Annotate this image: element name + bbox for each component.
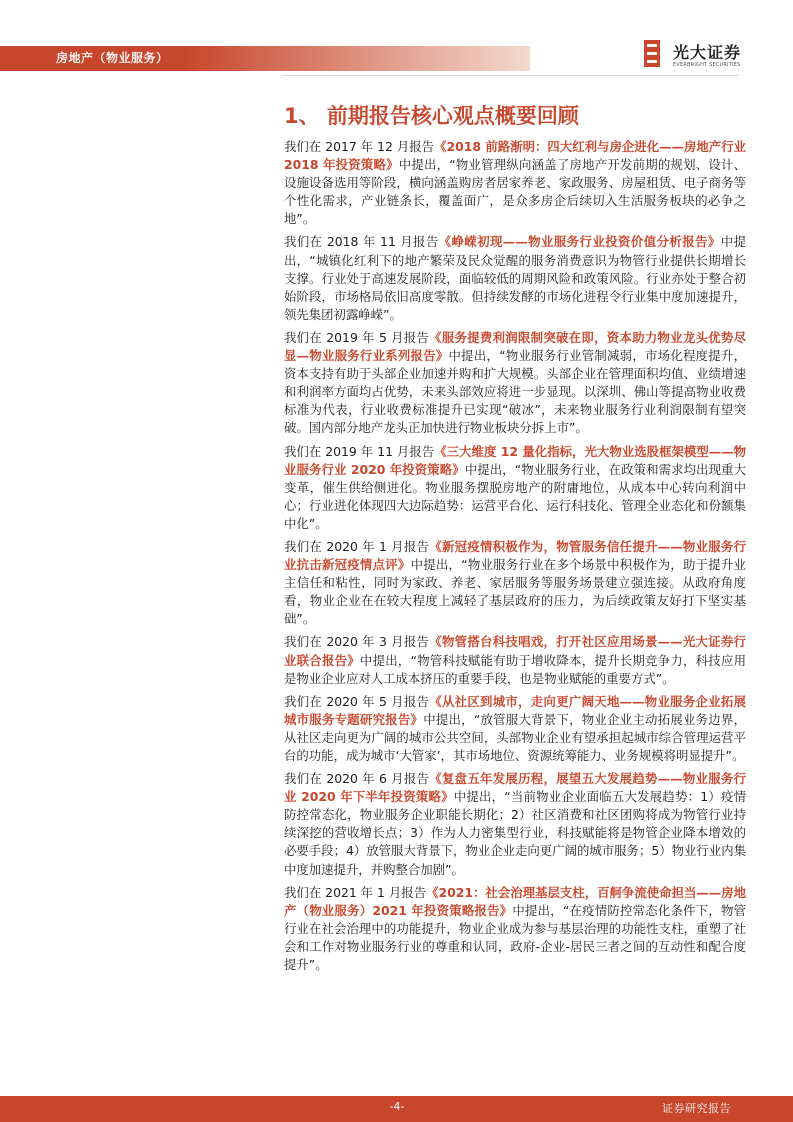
paragraph-lead: 我们在 2019 年 5 月报告 bbox=[284, 329, 430, 345]
summary-paragraph bbox=[284, 443, 746, 533]
report-title: 《复盘五年发展历程，展望五大发展趋势——物业服务行业 2020 年下半年投资策略》 bbox=[284, 771, 747, 805]
paragraph-body: 中提出，“物业服务行业，在政策和需求均出现重大变革，催生供给侧进化。物业服务摆脱房地产的附庸地位，从成本中心转向利润中心；行业进化体现四大边际趋势：运营平台化、运行科技化、管理全业态化和份额集中化”。 bbox=[284, 461, 746, 531]
summary-paragraph bbox=[284, 693, 746, 765]
paragraph-lead: 我们在 2020 年 6 月报告 bbox=[284, 771, 430, 787]
report-title: 《2018 前路渐明：四大红利与房企进化——房地产行业 2018 年投资策略》 bbox=[284, 139, 746, 173]
paragraph-body: 中提出，“放管服大背景下，物业企业主动拓展业务边界，从社区走向更为广阔的城市公共空间，头部物业企业有望承担起城市综合管理运营平台的功能，成为城市‘大管家’，其市场地位、资源统筹能力、业务规模将明显提升”。 bbox=[284, 711, 747, 763]
paragraph-lead: 我们在 2019 年 11 月报告 bbox=[284, 443, 435, 459]
paragraph-lead: 我们在 2020 年 3 月报告 bbox=[284, 634, 430, 650]
report-title: 《峥嵘初现——物业服务行业投资价值分析报告》 bbox=[438, 234, 721, 250]
summary-paragraph bbox=[284, 633, 746, 687]
paragraph-lead: 我们在 2017 年 12 月报告 bbox=[284, 139, 435, 154]
summary-paragraph bbox=[284, 538, 746, 628]
paragraph-body: 中提出，“物业服务行业在多个场景中积极作为，助于提升业主信任和粘性，同时为家政、养老、家居服务等服务场景建立强连接。从政府角度看，物业企业在在较大程度上减轻了基层政府的压力，为后续政策友好打下坚实基础”。 bbox=[284, 557, 747, 627]
paragraph-body: 中提出，“物管科技赋能有助于增收降本，提升长期竞争力，科技应用是物业企业应对人工成本挤压的重要手段，也是物业赋能的重要方式”。 bbox=[284, 652, 747, 686]
report-title: 《服务提费利润限制突破在即，资本助力物业龙头优势尽显—物业服务行业系列报告》 bbox=[284, 329, 747, 364]
paragraph-lead: 我们在 2018 年 11 月报告 bbox=[284, 234, 439, 250]
section-title: 1、 前期报告核心观点概要回顾 bbox=[284, 104, 579, 128]
summary-paragraph bbox=[284, 138, 746, 228]
summary-paragraph bbox=[284, 770, 746, 879]
paragraph-body: 中提出，“城镇化红利下的地产繁荣及民众觉醒的服务消费意识为物管行业提供长期增长支撑。行业处于高速发展阶段，面临较低的周期风险和政策风险。行业亦处于整合初始阶段，市场格局依旧高度零散。但持续发酵的市场化进程令行业集中度加速提升，领先集团初露峥嵘”。 bbox=[284, 234, 746, 322]
paragraph-lead: 我们在 2020 年 5 月报告 bbox=[284, 693, 430, 709]
summary-paragraph bbox=[284, 233, 746, 323]
paragraph-lead: 我们在 2021 年 1 月报告 bbox=[284, 884, 427, 900]
everbright-logo-icon bbox=[644, 40, 660, 67]
summary-paragraph bbox=[284, 329, 746, 438]
report-title: 《从社区到城市，走向更广阔天地——物业服务企业拓展城市服务专题研究报告》 bbox=[284, 693, 747, 727]
report-title: 《2021：社会治理基层支柱，百舸争流使命担当——房地产（物业服务）2021 年投资策略报告》 bbox=[284, 884, 746, 918]
paragraph-body: 中提出，“物业管理纵向涵盖了房地产开发前期的规划、设计、设施设备选用等阶段，横向涵盖购房者居家养老、家政服务、房屋租赁、电子商务等个性化需求，产业链条长，覆盖面广，是众多房企后续切入生活服务板块的必争之地”。 bbox=[284, 157, 746, 227]
summary-paragraph bbox=[284, 884, 746, 974]
paragraph-body: 中提出，“当前物业企业面临五大发展趋势：1）疫情防控常态化，物业服务企业职能长期化；2）社区消费和社区团购将成为物管行业持续深挖的营收增长点；3）作为人力密集型行业，科技赋能将是物管企业降本增效的必要手段；4）放管服大背景下，物业企业走向更广阔的城市服务；5）物业行业内集中度加速提升，并购整合加剧”。 bbox=[284, 789, 746, 877]
report-title: 《新冠疫情积极作为，物管服务信任提升——物业服务行业抗击新冠疫情点评》 bbox=[284, 538, 747, 573]
report-summary-list bbox=[284, 138, 746, 979]
header-category: 房地产（物业服务） bbox=[56, 51, 169, 65]
paragraph-body: 中提出，“物业服务行业管制减弱，市场化程度提升，资本支持有助于头部企业加速并购和扩大规模。头部企业在管理面积均值、业绩增速和利润率方面均占优势，未来头部效应将进一步显现。以深圳、佛山等提高物业收费标准为代表，行业收费标准提升已实现“破冰”，未来物业服务行业利润限制有望突破。国内部分地产龙头正加快进行物业板块分拆上市”。 bbox=[284, 348, 746, 436]
report-title: 《三大维度 12 量化指标，光大物业选股框架模型——物业服务行业 2020 年投资策略》 bbox=[284, 443, 746, 477]
header-divider bbox=[282, 75, 739, 76]
page-number: -4- bbox=[389, 1100, 405, 1113]
company-logo bbox=[640, 37, 760, 73]
report-title: 《物管搭台科技唱戏，打开社区应用场景——光大证券行业联合报告》 bbox=[284, 634, 747, 668]
logo-chinese-name: 光大证券 bbox=[673, 43, 742, 62]
paragraph-body: 中提出，“在疫情防控常态化条件下，物管行业在社会治理中的功能提升，物业企业成为参与基层治理的功能性支柱，重塑了社会和工作对物业服务行业的尊重和认同，政府-企业-居民三者之间的互动性和配合度提升”。 bbox=[284, 902, 746, 973]
footer-label: 证券研究报告 bbox=[662, 1102, 731, 1115]
paragraph-lead: 我们在 2020 年 1 月报告 bbox=[284, 538, 430, 554]
logo-english-name: EVERBRIGHT SECURITIES bbox=[673, 62, 741, 68]
